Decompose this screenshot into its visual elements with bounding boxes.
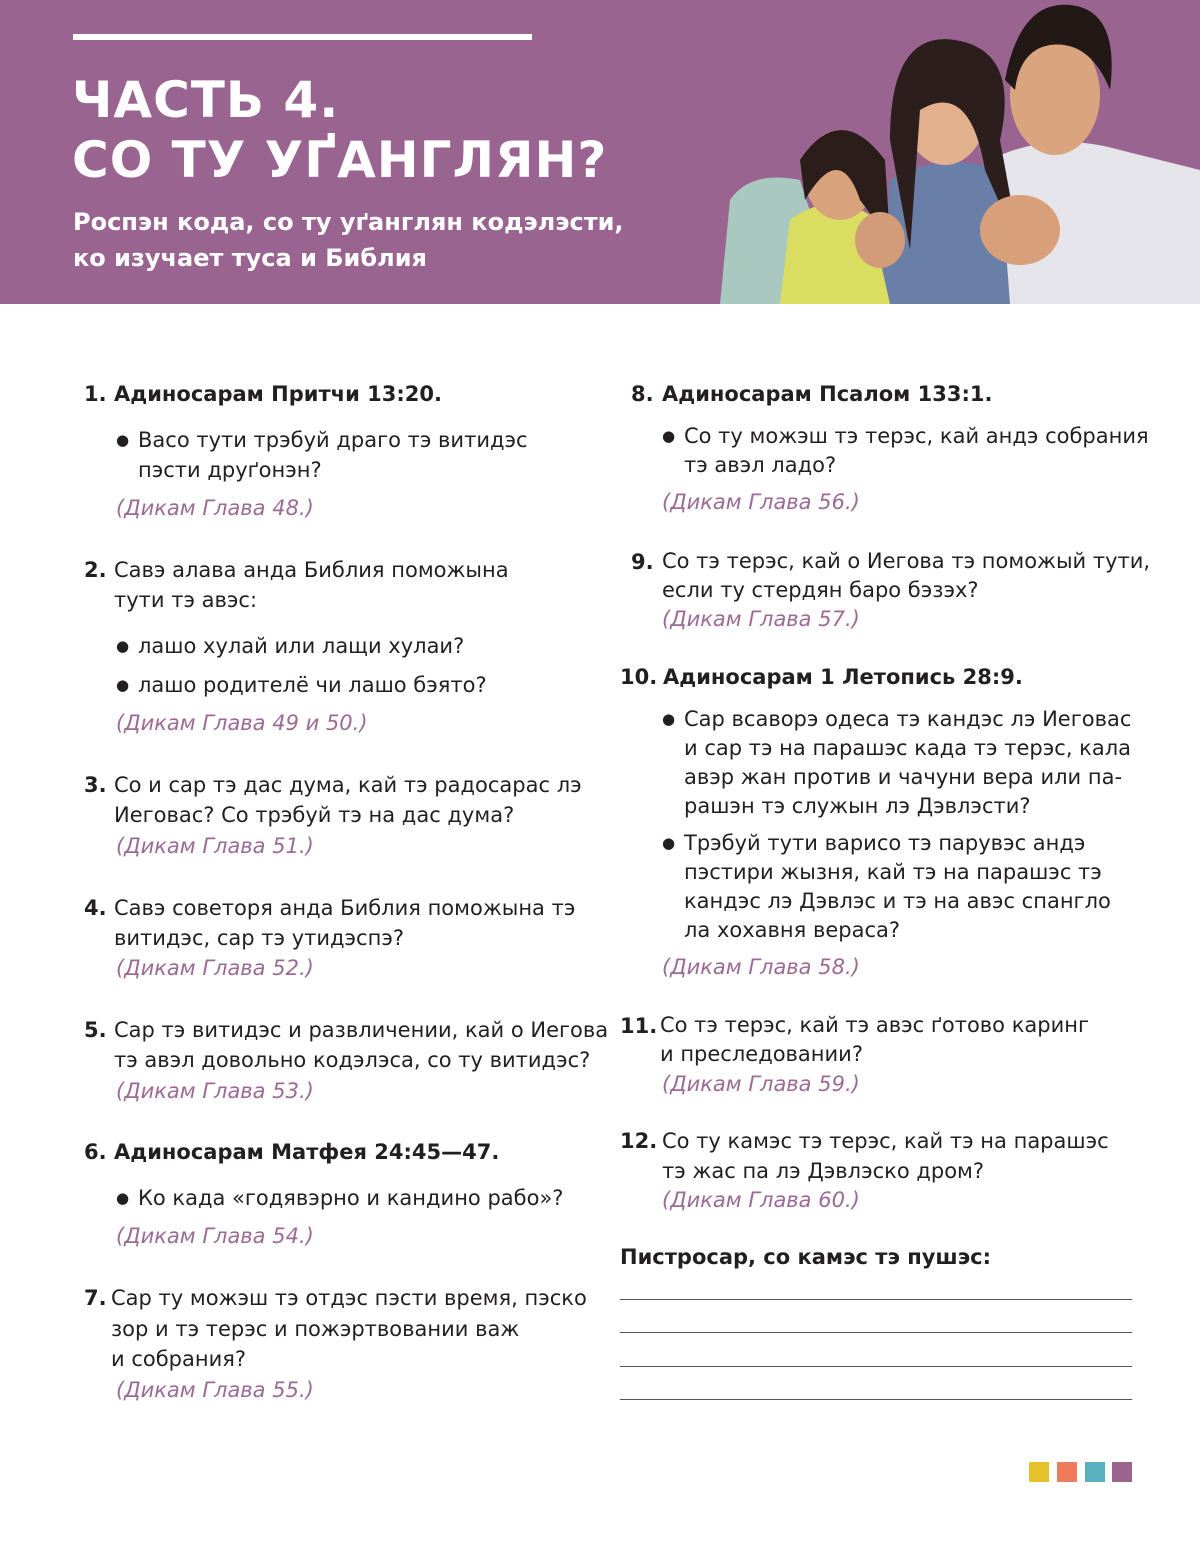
bullet-item: ● Васо тути трэбуй драго тэ витидэс пэсти друґонэн? [116, 425, 528, 485]
question-number: 4. [84, 896, 107, 920]
question-number: 10. [620, 665, 658, 689]
reference-link[interactable]: (Дикам Глава 57.) [662, 607, 860, 631]
question-number: 3. [84, 773, 107, 797]
notes-line[interactable] [620, 1399, 1132, 1400]
notes-line[interactable] [620, 1366, 1132, 1367]
question-number: 1. [84, 382, 107, 406]
question-text: Со ту камэс тэ терэс, кай тэ на парашэс тэ жас па лэ Дэвлэско дром? [662, 1129, 1109, 1183]
question-number: 5. [84, 1018, 107, 1042]
color-square-purple [1112, 1462, 1132, 1482]
reference-link[interactable]: (Дикам Глава 52.) [116, 956, 314, 980]
question-number: 9. [631, 550, 654, 574]
reference-link[interactable]: (Дикам Глава 54.) [116, 1224, 314, 1248]
bullet-item: ● лашо хулай или лащи хулаи? [116, 631, 464, 661]
notes-label: Пистросар, со камэс тэ пушэс: [620, 1245, 992, 1269]
family-praying-illustration [720, 0, 1200, 304]
header-rule [73, 34, 532, 40]
reference-link[interactable]: (Дикам Глава 49 и 50.) [116, 711, 368, 735]
reference-link[interactable]: (Дикам Глава 59.) [662, 1072, 860, 1096]
notes-line[interactable] [620, 1332, 1132, 1333]
reference-link[interactable]: (Дикам Глава 56.) [662, 490, 860, 514]
question-number: 12. [620, 1129, 658, 1153]
color-square-orange [1057, 1462, 1077, 1482]
question-text: Со тэ терэс, кай тэ авэс ґотово каринг и преследовании? [660, 1013, 1089, 1066]
question-number: 8. [631, 382, 654, 406]
bullet-item: ● Со ту можэш тэ терэс, кай андэ собрания тэ авэл ладо? [662, 422, 1149, 480]
question-text: Савэ советоря анда Библия поможына тэ витидэс, сар тэ утидэспэ? [114, 896, 576, 950]
bullet-item: ● лашо родителё чи лашо бэято? [116, 670, 487, 700]
question-text: Сар ту можэш тэ отдэс пэсти время, пэско зор и тэ терэс и пожэртвовании важ и собрания? [111, 1286, 587, 1371]
page-subtitle: Роспэн кода, со ту уґанглян кодэлэсти, ко изучает туса и Библия [73, 208, 624, 272]
reference-link[interactable]: (Дикам Глава 60.) [662, 1188, 860, 1212]
question-text: Адиносарам Псалом 133:1. [662, 382, 993, 406]
question-number: 6. [84, 1140, 107, 1164]
bullet-item: ● Трэбуй тути варисо тэ парувэс андэ пэстири жызня, кай тэ на парашэс тэ кандэс лэ Дэвлэс и тэ на авэс спангло ла хохавня вераса? [662, 829, 1111, 945]
reference-link[interactable]: (Дикам Глава 53.) [116, 1079, 314, 1103]
reference-link[interactable]: (Дикам Глава 55.) [116, 1378, 314, 1402]
question-text: Адиносарам Матфея 24:45—47. [114, 1140, 500, 1164]
notes-line[interactable] [620, 1299, 1132, 1300]
bullet-item: ● Ко када «годявэрно и кандино рабо»? [116, 1183, 563, 1213]
question-number: 7. [84, 1286, 107, 1310]
reference-link[interactable]: (Дикам Глава 48.) [116, 496, 314, 520]
page-title: ЧАСТЬ 4. СО ТУ УҐАНГЛЯН? [72, 71, 608, 189]
color-square-yellow [1029, 1462, 1049, 1482]
question-text: Со и сар тэ дас дума, кай тэ радосарас лэ Иеговас? Со трэбуй тэ на дас дума? [114, 773, 582, 827]
question-text: Савэ алава анда Библия поможына тути тэ авэс: [114, 558, 509, 612]
question-text: Адиносарам Притчи 13:20. [114, 382, 442, 406]
question-text: Сар тэ витидэс и развличении, кай о Иегова тэ авэл довольно кодэлэса, со ту витидэс? [114, 1018, 609, 1072]
question-text: Со тэ терэс, кай о Иегова тэ поможый тути, если ту стердян баро бэзэх? [662, 549, 1151, 602]
bullet-item: ● Сар всаворэ одеса тэ кандэс лэ Иеговас и сар тэ на парашэс када тэ терэс, кала авэр жан против и чачуни вера или па- рашэн тэ служын лэ Дэвлэсти? [662, 705, 1131, 821]
question-number: 2. [84, 558, 107, 582]
question-text: Адиносарам 1 Летопись 28:9. [663, 665, 1023, 689]
reference-link[interactable]: (Дикам Глава 58.) [662, 955, 860, 979]
color-square-teal [1085, 1462, 1105, 1482]
header-banner [0, 0, 1200, 304]
reference-link[interactable]: (Дикам Глава 51.) [116, 834, 314, 858]
question-number: 11. [620, 1014, 658, 1038]
